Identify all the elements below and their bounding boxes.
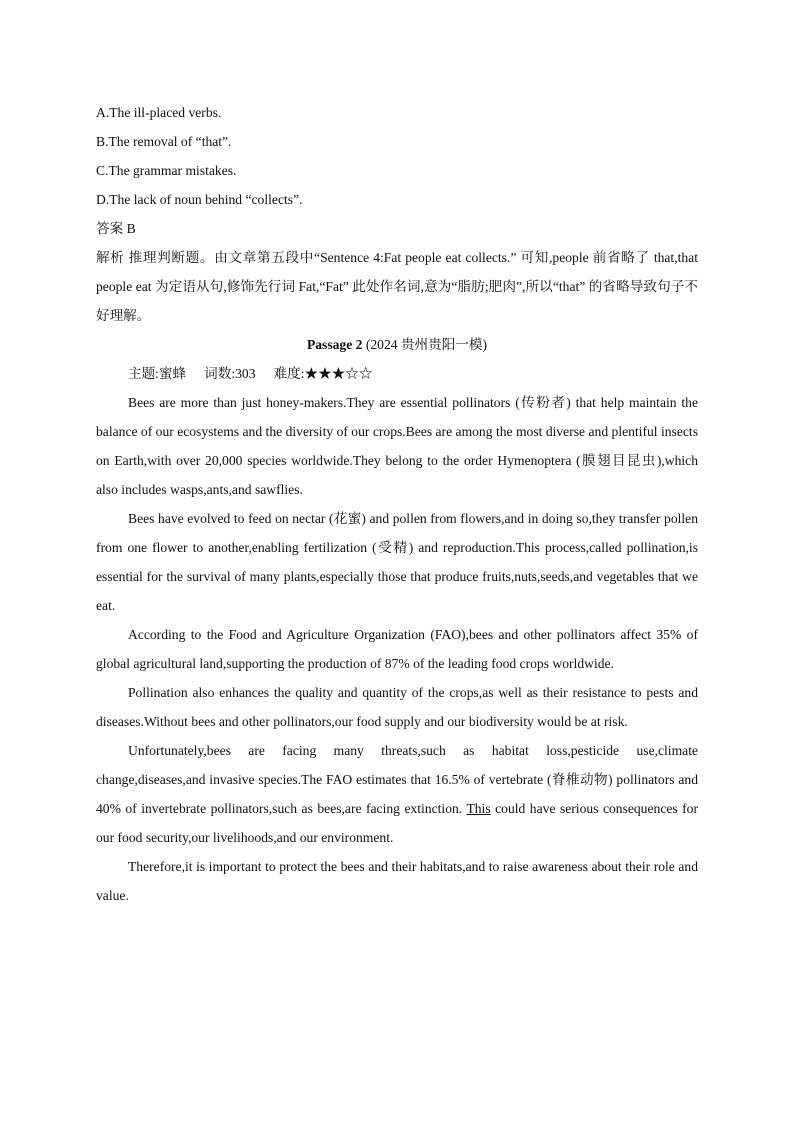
passage-paragraph-5 [96,736,698,852]
option-a: A.The ill-placed verbs. [96,105,222,120]
passage-title [96,330,698,359]
option-b: B.The removal of “that”. [96,134,232,149]
passage-paragraph-6: Therefore,it is important to protect the bees and their habitats,and to raise awareness about their role and value. [96,859,698,903]
analysis-label: 解析 [96,250,125,265]
option-d: D.The lack of noun behind “collects”. [96,192,303,207]
answer-label: 答案 [96,221,124,236]
passage-paragraph-3: According to the Food and Agriculture Organization (FAO),bees and other pollinators affect 35% of global agricultural land,supporting the production of 87% of the leading food crops worldwide. [96,627,698,671]
analysis-paragraph [96,243,698,330]
passage-topic: 主题:蜜蜂 [128,366,187,381]
answer-value: B [123,221,136,236]
passage-paragraph-2: Bees have evolved to feed on nectar (花蜜) and pollen from flowers,and in doing so,they transfer pollen from one flower to another,enabling fertilization (受精) and reproduction.This process,called pollination,is essential for the survival of many plants,especially those that produce fruits,nuts,seeds,and vegetables that we eat. [96,511,698,613]
passage-title-source: (2024 贵州贵阳一模) [362,337,488,352]
paragraph-5-text-after: could have serious consequences for our food security,our livelihoods,and our environment. [96,801,699,845]
document-page [96,98,698,910]
option-c: C.The grammar mistakes. [96,163,237,178]
underlined-word-this: This [466,801,491,816]
passage-paragraph-4: Pollination also enhances the quality and quantity of the crops,as well as their resistance to pests and diseases.Without bees and other pollinators,our food supply and our biodiversity would be at risk. [96,685,698,729]
passage-meta [128,359,698,388]
passage-word-count: 词数:303 [204,366,256,381]
analysis-text: 推理判断题。由文章第五段中“Sentence 4:Fat people eat collects.” 可知,people 前省略了 that,that people eat 为定语从句,修饰先行词 Fat,“Fat” 此处作名词,意为“脂肪;肥肉”,所以“that” 的省略导致句子不好理解。 [96,250,698,323]
paragraph-5-text-before: Unfortunately,bees are facing many threats,such as habitat loss,pesticide use,climate change,diseases,and invasive species.The FAO estimates that 16.5% of vertebrate (脊椎动物) pollinators and 40% of invertebrate pollinators,such as bees,are facing extinction. [96,743,698,816]
passage-title-main: Passage 2 [306,337,363,352]
answer-line [96,214,698,243]
passage-paragraph-1: Bees are more than just honey-makers.They are essential pollinators (传粉者) that help maintain the balance of our ecosystems and the diversity of our crops.Bees are among the most diverse and plentiful insects on Earth,with over 20,000 species worldwide.They belong to the order Hymenoptera (膜翅目昆虫),which also includes wasps,ants,and sawflies. [96,395,698,497]
passage-difficulty: 难度:★★★☆☆ [273,366,373,381]
